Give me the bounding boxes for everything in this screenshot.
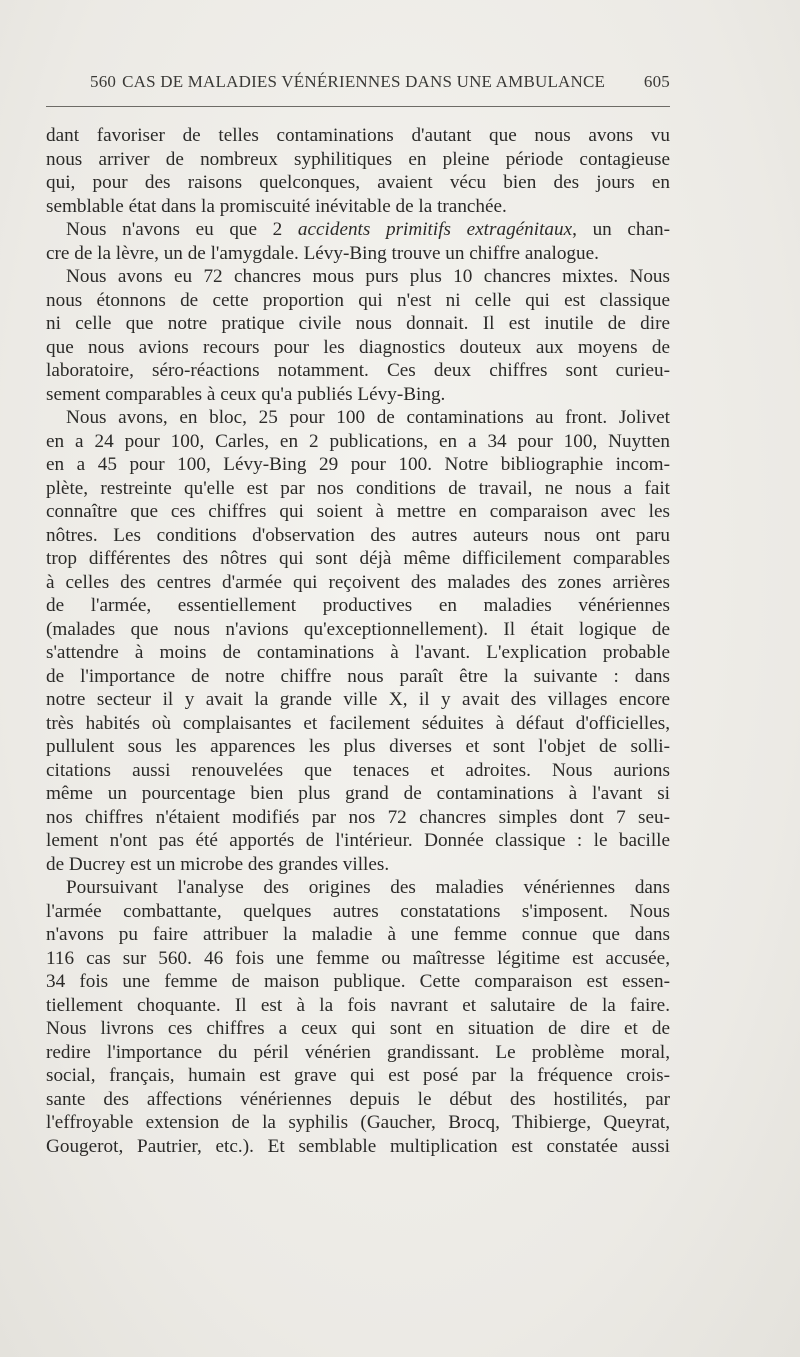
text-segment: , un chan- [572,219,670,240]
text-line: notre secteur il y avait la grande ville X, il y avait des villages encore [46,689,670,710]
text-line: laboratoire, séro-réactions notamment. Ces deux chiffres sont curieu- [46,360,670,381]
text-line: s'attendre à moins de contaminations à l'avant. L'explication probable [46,642,670,663]
text-line: de l'importance de notre chiffre nous paraît être la suivante : dans [46,665,670,687]
italic-term: accidents primitifs extragénitaux [297,219,573,240]
text-line: nous étonnons de cette proportion qui n'est ni celle qui est classique [46,289,670,311]
text-line: en a 45 pour 100, Lévy-Bing 29 pour 100. Notre bibliographie incom- [46,454,670,475]
text-line: très habités où complaisantes et facilement séduites à défaut d'officielles, [46,712,670,734]
text-line: 34 fois une femme de maison publique. Cette comparaison est essen- [46,971,670,992]
text-line: Nous avons eu 72 chancres mous purs plus 10 chancres mixtes. Nous [66,266,670,287]
text-line: lement n'ont pas été apportés de l'intérieur. Donnée classique : le bacille [46,830,670,851]
text-line: même un pourcentage bien plus grand de contaminations à l'avant si [46,783,670,804]
text-segment: Nous n'avons eu que 2 [66,219,283,240]
text-line: 116 cas sur 560. 46 fois une femme ou maîtresse légitime est accusée, [46,947,670,969]
text-line: que nous avions recours pour les diagnostics douteux aux moyens de [46,336,670,358]
running-header [90,72,670,92]
text-line: sante des affections vénériennes depuis le début des hostilités, par [46,1088,670,1110]
text-line: semblable état dans la promiscuité inévitable de la tranchée. [46,195,507,217]
body-text [46,124,670,1158]
text-line: connaître que ces chiffres qui soient à mettre en comparaison avec les [46,501,670,522]
text-line: plète, restreinte qu'elle est par nos conditions de travail, ne nous a fait [46,477,670,499]
text-line: trop différentes des nôtres qui sont déjà même difficilement comparables [46,548,670,569]
text-line: qui, pour des raisons quelconques, avaient vécu bien des jours en [46,172,670,193]
text-line: cre de la lèvre, un de l'amygdale. Lévy-Bing trouve un chiffre analogue. [46,242,599,264]
text-line: Poursuivant l'analyse des origines des maladies vénériennes dans [66,877,670,898]
text-line: Nous livrons ces chiffres a ceux qui sont en situation de dire et de [46,1018,670,1039]
text-line: nôtres. Les conditions d'observation des autres auteurs nous ont paru [46,524,670,546]
text-line: (malades que nous n'avions qu'exceptionnellement). Il était logique de [46,618,670,640]
text-line: l'armée combattante, quelques autres constatations s'imposent. Nous [46,900,670,922]
text-line: tiellement choquante. Il est à la fois navrant et salutaire de la faire. [46,994,670,1016]
text-line: en a 24 pour 100, Carles, en 2 publications, en a 34 pour 100, Nuytten [46,430,670,452]
running-title: CAS DE MALADIES VÉNÉRIENNES DANS UNE AMBULANCE [122,72,606,91]
text-line: sement comparables à ceux qu'a publiés Lévy-Bing. [46,383,446,405]
text-line: de l'armée, essentiellement productives en maladies vénériennes [46,595,670,616]
page-number: 605 [643,72,670,91]
text-line: nos chiffres n'étaient modifiés par nos 72 chancres simples dont 7 seu- [46,806,670,828]
text-line [46,218,670,242]
text-line: Nous avons, en bloc, 25 pour 100 de contaminations au front. Jolivet [66,407,670,428]
text-line: pullulent sous les apparences les plus diverses et sont l'objet de solli- [46,736,670,757]
text-line: n'avons pu faire attribuer la maladie à une femme connue que dans [46,924,670,945]
text-line: dant favoriser de telles contaminations d'autant que nous avons vu [46,125,670,146]
text-line: à celles des centres d'armée qui reçoivent des malades des zones arrières [46,571,670,593]
text-line: de Ducrey est un microbe des grandes villes. [46,853,390,875]
header-rule [46,106,670,107]
text-line: Gougerot, Pautrier, etc.). Et semblable multiplication est constatée aussi [46,1135,670,1157]
text-line: ni celle que notre pratique civile nous donnait. Il est inutile de dire [46,313,670,334]
text-line: social, français, humain est grave qui est posé par la fréquence crois- [46,1065,670,1086]
text-line: citations aussi renouvelées que tenaces et adroites. Nous aurions [46,759,670,781]
text-line: redire l'importance du péril vénérien grandissant. Le problème moral, [46,1041,670,1063]
page-ref: 560 [90,72,117,91]
text-line: nous arriver de nombreux syphilitiques en pleine période contagieuse [46,148,670,170]
text-line: l'effroyable extension de la syphilis (Gaucher, Brocq, Thibierge, Queyrat, [46,1112,670,1133]
